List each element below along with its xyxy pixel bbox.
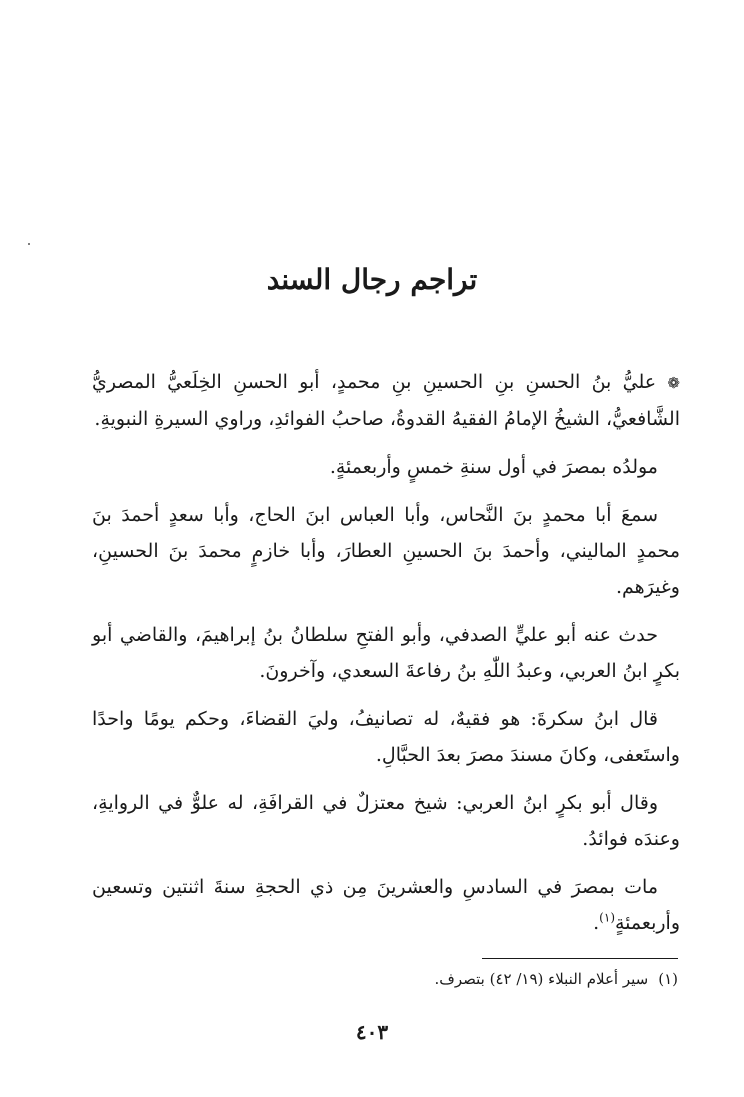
scan-speck (28, 243, 30, 245)
paragraph-ibn-sukkara: قال ابنُ سكرةَ: هو فقيهٌ، له تصانيفُ، وليَ القضاءَ، وحكم يومًا واحدًا واستَعفى، وكانَ مسندَ مصرَ بعدَ الحبَّالِ. (92, 708, 680, 766)
paragraph-death-end: . (593, 912, 600, 934)
paragraph-students: حدث عنه أبو عليٍّ الصدفي، وأبو الفتحِ سلطانُ بنُ إبراهيمَ، والقاضي أبو بكرٍ ابنُ العربي، وعبدُ اللّٰهِ بنُ رفاعةَ السعدي، وآخرونَ. (92, 624, 680, 682)
paragraph-ibn-arabi: وقال أبو بكرٍ ابنُ العربي: شيخ معتزلٌ في القرافَةِ، له علوٌّ في الروايةِ، وعندَه فوائدُ. (92, 792, 680, 850)
footnote-reference[interactable]: (١) (599, 910, 615, 925)
biography-body (92, 364, 680, 953)
footnote-divider (482, 958, 678, 959)
page-number: ٤٠٣ (355, 1020, 389, 1044)
paragraph-teachers: سمعَ أبا محمدٍ بنَ النَّحاس، وأبا العباس ابنَ الحاج، وأبا سعدٍ أحمدَ بنَ محمدٍ الماليني، وأحمدَ بنَ الحسينِ العطارَ، وأبا خازمٍ محمدَ بنَ الحسينِ، وغيرَهم. (92, 504, 680, 598)
paragraph-intro-text: عليُّ بنُ الحسنِ بنِ الحسينِ بنِ محمدٍ، أبو الحسنِ الخِلَعيُّ المصريُّ الشَّافعيُّ، الشيخُ الإمامُ الفقيهُ القدوةُ، صاحبُ الفوائدِ، وراوي السيرةِ النبويةِ. (92, 371, 680, 430)
paragraph-death (92, 869, 680, 941)
paragraph-intro (92, 364, 680, 437)
paragraph-birth: مولدُه بمصرَ في أول سنةِ خمسٍ وأربعمئةٍ. (329, 456, 658, 478)
footnote-text: سير أعلام النبلاء (١٩/ ٤٢) بتصرف. (434, 970, 649, 988)
paragraph-death-text: مات بمصرَ في السادسِ والعشرينَ مِن ذي الحجةِ سنةَ اثنتين وتسعين وأربعمئةٍ (92, 876, 680, 934)
footnote-number: (١) (658, 970, 678, 988)
footnote (200, 966, 678, 992)
section-heading: تراجم رجال السند (266, 263, 478, 296)
flower-marker-icon: ❁ (667, 374, 680, 392)
